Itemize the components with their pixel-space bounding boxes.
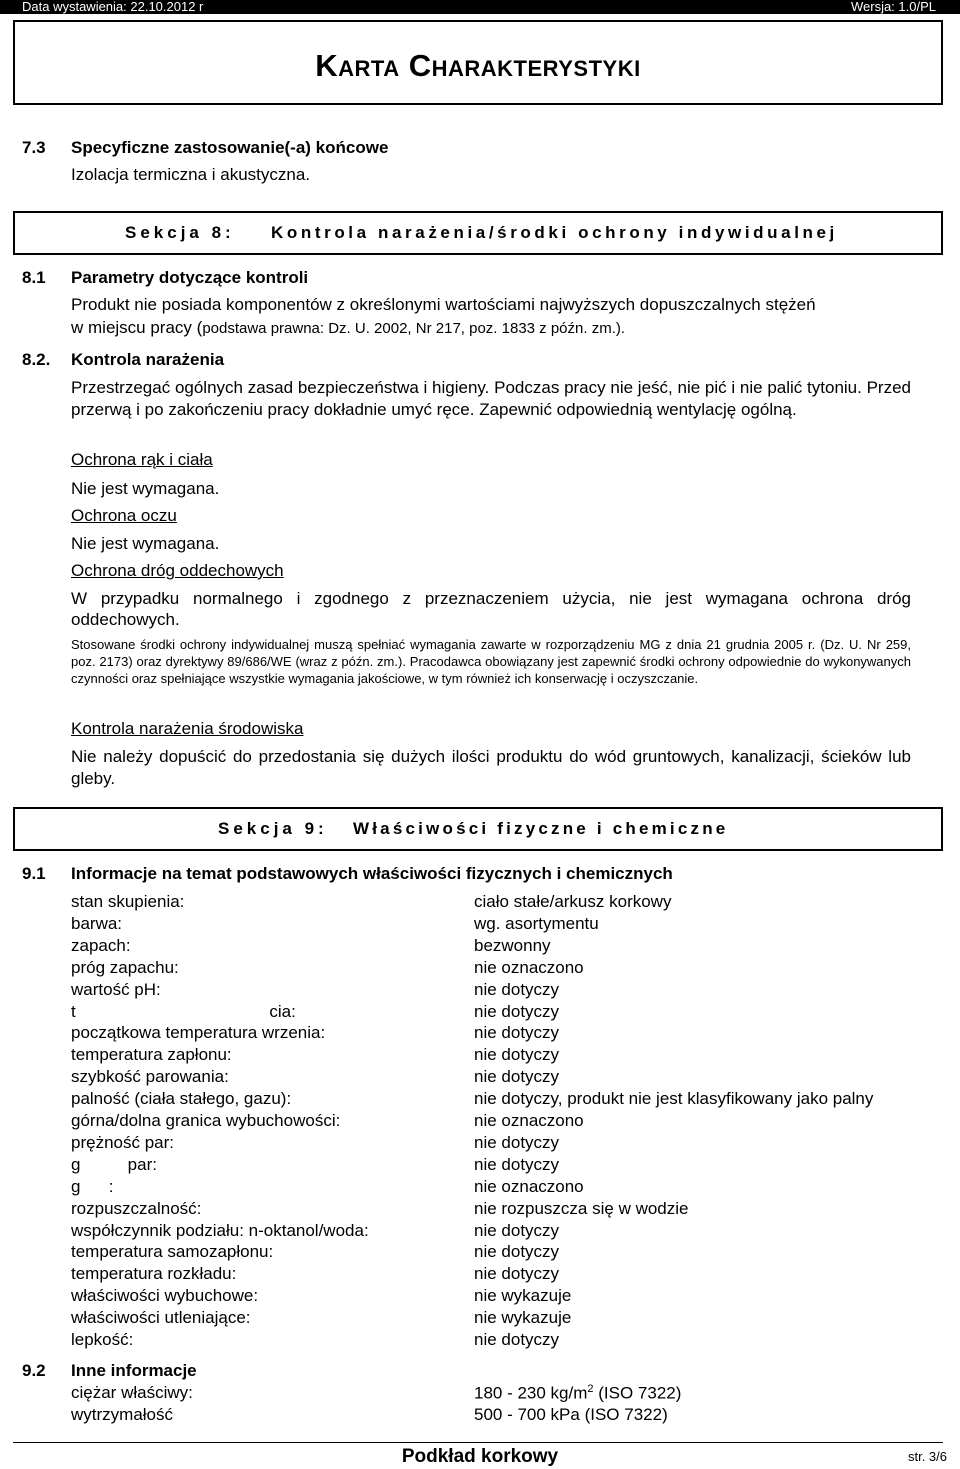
property-label: właściwości wybuchowe: xyxy=(71,1286,259,1306)
property-row xyxy=(71,1111,941,1133)
property-row xyxy=(71,914,941,936)
property-value: nie wykazuje xyxy=(474,1308,572,1328)
property-row xyxy=(71,1221,941,1243)
section-9-title: Właściwości fizyczne i chemiczne xyxy=(353,819,729,838)
property-label: barwa: xyxy=(71,913,123,933)
property-row xyxy=(71,1133,941,1155)
property-value: nie dotyczy, produkt nie jest klasyfikowany jako palny xyxy=(474,1089,874,1109)
property-value: nie dotyczy xyxy=(474,1045,560,1065)
property-label: prężność par: xyxy=(71,1132,174,1152)
section-number-8-2: 8.2. xyxy=(22,350,51,369)
footer-product: Podkład korkowy xyxy=(401,1446,559,1467)
section-text-8-1-line2 xyxy=(71,318,625,338)
property-label: temperatura zapłonu: xyxy=(71,1045,232,1065)
version: Wersja: 1.0/PL xyxy=(850,0,936,14)
env-exposure-text: Nie należy dopuścić do przedostania się dużych ilości produktu do wód gruntowych, kanalizacji, ścieków lub gleby. xyxy=(71,747,911,788)
eyes-protection-text: Nie jest wymagana. xyxy=(71,534,220,553)
property-row xyxy=(71,936,941,958)
title-box xyxy=(13,20,943,105)
property-label: wartość pH: xyxy=(71,979,161,999)
respiratory-protection-text: W przypadku normalnego i zgodnego z przeznaczeniem użycia, nie jest wymagana ochrona dróg oddechowych. xyxy=(71,589,911,629)
property-row xyxy=(71,1089,941,1111)
section-8-title: Kontrola narażenia/środki ochrony indywidualnej xyxy=(271,223,838,242)
section-text-8-2-para: Przestrzegać ogólnych zasad bezpieczeństwa i higieny. Podczas pracy nie jeść, nie pić i nie palić tytoniu. Przed przerwą i po zakończeniu pracy dokładnie umyć ręce. Zapewnić odpowiednią wentylację ogólną. xyxy=(71,378,911,419)
property-value: nie dotyczy xyxy=(474,1220,560,1240)
property-label: zapach: xyxy=(71,935,131,955)
property-value: ciało stałe/arkusz korkowy xyxy=(474,892,672,911)
property-row xyxy=(71,1067,941,1089)
property-row xyxy=(71,892,941,914)
section-heading-9-1: Informacje na temat podstawowych właściwości fizycznych i chemicznych xyxy=(71,864,673,883)
section-heading-8-2: Kontrola narażenia xyxy=(71,350,225,369)
property-row xyxy=(71,1002,941,1024)
property-label: palność (ciała stałego, gazu): xyxy=(71,1089,292,1109)
section-number-8-1: 8.1 xyxy=(22,268,46,287)
text-8-1-line2b: podstawa prawna: Dz. U. 2002, Nr 217, poz. 1833 z późn. zm.). xyxy=(202,320,626,337)
density-value xyxy=(474,1383,681,1404)
hands-protection-heading: Ochrona rąk i ciała xyxy=(71,450,213,469)
property-row xyxy=(71,1045,941,1067)
section-9-label: Sekcja 9: xyxy=(218,819,328,838)
property-row xyxy=(71,980,941,1002)
issue-date: Data wystawienia: 22.10.2012 r xyxy=(22,0,204,14)
property-label: właściwości utleniające: xyxy=(71,1308,251,1328)
property-value: nie dotyczy xyxy=(474,1023,560,1043)
section-8-label: Sekcja 8: xyxy=(125,223,235,242)
property-label: g par: xyxy=(71,1154,157,1174)
property-value: nie oznaczono xyxy=(474,1176,584,1196)
hands-protection-text: Nie jest wymagana. xyxy=(71,479,220,498)
property-label: temperatura samozapłonu: xyxy=(71,1242,274,1262)
property-row xyxy=(71,1264,941,1286)
section-number-7-3: 7.3 xyxy=(22,138,46,157)
eyes-protection-heading: Ochrona oczu xyxy=(71,506,177,525)
property-value: nie oznaczono xyxy=(474,1111,584,1130)
property-value: nie dotyczy xyxy=(474,1067,560,1087)
section-8-box xyxy=(13,211,943,255)
property-value: nie dotyczy xyxy=(474,1132,560,1152)
property-label: stan skupienia: xyxy=(71,892,185,911)
section-text-7-3: Izolacja termiczna i akustyczna. xyxy=(71,165,311,184)
property-row xyxy=(71,1330,941,1352)
section-heading-9-2: Inne informacje xyxy=(71,1361,197,1380)
property-value: nie dotyczy xyxy=(474,1154,560,1174)
property-row xyxy=(71,1199,941,1221)
section-9-box xyxy=(13,807,943,851)
property-value: nie dotyczy xyxy=(474,1330,560,1349)
property-label: temperatura rozkładu: xyxy=(71,1264,237,1284)
text-8-1-line2a: w miejscu pracy ( xyxy=(71,318,203,337)
property-label: rozpuszczalność: xyxy=(71,1198,202,1218)
density-value-sup: 2 xyxy=(587,1383,594,1395)
property-value: nie rozpuszcza się w wodzie xyxy=(474,1198,689,1218)
density-value-std: (ISO 7322) xyxy=(593,1383,682,1403)
section-heading-8-1: Parametry dotyczące kontroli xyxy=(71,268,309,287)
density-value-main: 180 - 230 kg/m xyxy=(474,1383,588,1403)
property-value: nie dotyczy xyxy=(474,979,560,999)
respiratory-protection-heading: Ochrona dróg oddechowych xyxy=(71,561,284,580)
section-number-9-2: 9.2 xyxy=(22,1361,46,1380)
ppe-regulation-text: Stosowane środki ochrony indywidualnej muszą spełniać wymagania zawarte w rozporządzeniu MG z dnia 21 grudnia 2005 r. (Dz. U. Nr 259, poz. 2173) oraz dyrektywy 89/686/WE (wraz z późn. zm.). Pracodawca obowiązany jest zapewnić środki ochrony odpowiednie do wykonywanych czynności oraz spełniające wszystkie wymagania jakościowe, w tym również ich konserwację i oczyszczanie. xyxy=(71,637,911,686)
property-value: nie dotyczy xyxy=(474,1242,560,1262)
property-label: współczynnik podziału: n-oktanol/woda: xyxy=(71,1220,369,1240)
property-label: początkowa temperatura wrzenia: xyxy=(71,1023,326,1043)
property-row xyxy=(71,1286,941,1308)
property-value: nie wykazuje xyxy=(474,1286,572,1306)
section-number-9-1: 9.1 xyxy=(22,864,46,883)
property-row xyxy=(71,1177,941,1199)
property-value: wg. asortymentu xyxy=(474,913,599,933)
property-label: g : xyxy=(71,1176,114,1196)
property-label: próg zapachu: xyxy=(71,957,179,977)
property-label: t cia: xyxy=(71,1001,296,1021)
strength-label: wytrzymałość xyxy=(71,1405,174,1424)
density-label: ciężar właściwy: xyxy=(71,1383,193,1402)
property-value: nie oznaczono xyxy=(474,957,584,977)
property-label: lepkość: xyxy=(71,1330,134,1349)
property-row xyxy=(71,1242,941,1264)
property-row xyxy=(71,1023,941,1045)
strength-value: 500 - 700 kPa (ISO 7322) xyxy=(474,1405,668,1424)
property-value: nie dotyczy xyxy=(474,1264,560,1284)
footer-page-number: str. 3/6 xyxy=(907,1449,947,1464)
section-heading-7-3: Specyficzne zastosowanie(-a) końcowe xyxy=(71,138,389,157)
page-title: Karta Charakterystyki xyxy=(315,48,641,83)
property-row xyxy=(71,1155,941,1177)
property-label: szybkość parowania: xyxy=(71,1067,229,1087)
section-text-8-1-line1: Produkt nie posiada komponentów z określonymi wartościami najwyższych dopuszczalnych stężeń xyxy=(71,295,816,314)
property-value: nie dotyczy xyxy=(474,1001,560,1021)
property-label: górna/dolna granica wybuchowości: xyxy=(71,1111,341,1130)
property-row xyxy=(71,1308,941,1330)
property-row xyxy=(71,958,941,980)
env-exposure-heading: Kontrola narażenia środowiska xyxy=(71,719,304,738)
footer-divider xyxy=(13,1442,943,1443)
property-value: bezwonny xyxy=(474,935,551,955)
